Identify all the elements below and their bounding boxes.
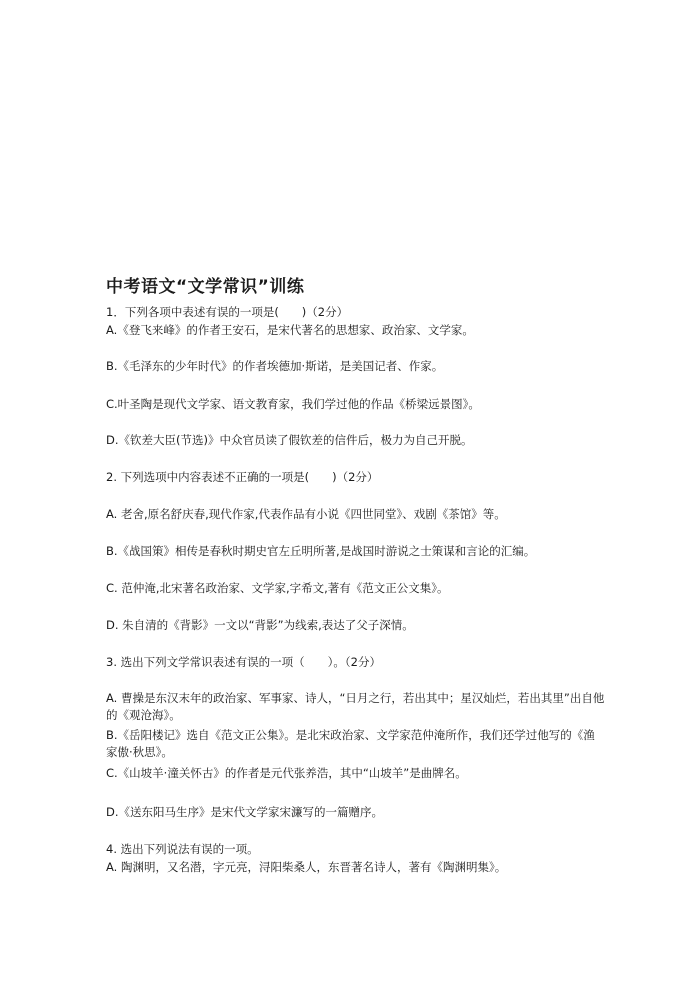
question-1-option-d: D.《钦差大臣(节选)》中众官员读了假钦差的信件后，极力为自己开脱。 bbox=[106, 433, 473, 447]
question-4-option-a: A. 陶渊明，又名潜，字元亮，浔阳柴桑人，东晋著名诗人，著有《陶渊明集》。 bbox=[106, 860, 507, 874]
question-1-option-b: B.《毛泽东的少年时代》的作者埃德加·斯诺，是美国记者、作家。 bbox=[106, 359, 444, 373]
question-1-option-c: C.叶圣陶是现代文学家、语文教育家，我们学过他的作品《桥梁远景图》。 bbox=[106, 397, 480, 411]
question-1-stem: 1．下列各项中表述有误的一项是( )（2分） bbox=[106, 305, 349, 319]
question-2-option-c: C. 范仲淹,北宋著名政治家、文学家,字希文,著有《范文正公文集》。 bbox=[106, 581, 449, 595]
question-3-option-c: C.《山坡羊·潼关怀古》的作者是元代张养浩，其中“山坡羊”是曲牌名。 bbox=[106, 766, 467, 780]
question-1-option-a: A.《登飞来峰》的作者王安石，是宋代著名的思想家、政治家、文学家。 bbox=[106, 323, 474, 337]
question-2-option-d: D. 朱自清的《背影》一文以“背影”为线索,表达了父子深情。 bbox=[106, 618, 414, 632]
question-2-option-b: B.《战国策》相传是春秋时期史官左丘明所著,是战国时游说之士策谋和言论的汇编。 bbox=[106, 544, 536, 558]
document-title: 中考语文“文学常识”训练 bbox=[106, 277, 305, 297]
question-2-stem: 2. 下列选项中内容表述不正确的一项是( )（2分） bbox=[106, 470, 379, 484]
question-3-option-b: B.《岳阳楼记》选自《范文正公集》。是北宋政治家、文学家范仲淹所作，我们还学过他写的《渔家傲·秋思》。 bbox=[106, 728, 595, 759]
question-4-stem: 4. 选出下列说法有误的一项。 bbox=[106, 842, 259, 856]
question-3-option-d: D.《送东阳马生序》是宋代文学家宋濂写的一篇赠序。 bbox=[106, 805, 384, 819]
question-2-option-a: A. 老舍,原名舒庆春,现代作家,代表作品有小说《四世同堂》、戏剧《茶馆》等。 bbox=[106, 507, 506, 521]
question-3-option-a: A. 曹操是东汉末年的政治家、军事家、诗人，“日月之行，若出其中；星汉灿烂，若出其里”出自他的《观沧海》。 bbox=[106, 691, 605, 722]
question-3-stem: 3. 选出下列文学常识表述有误的一项（ ）。（2分） bbox=[106, 655, 381, 669]
